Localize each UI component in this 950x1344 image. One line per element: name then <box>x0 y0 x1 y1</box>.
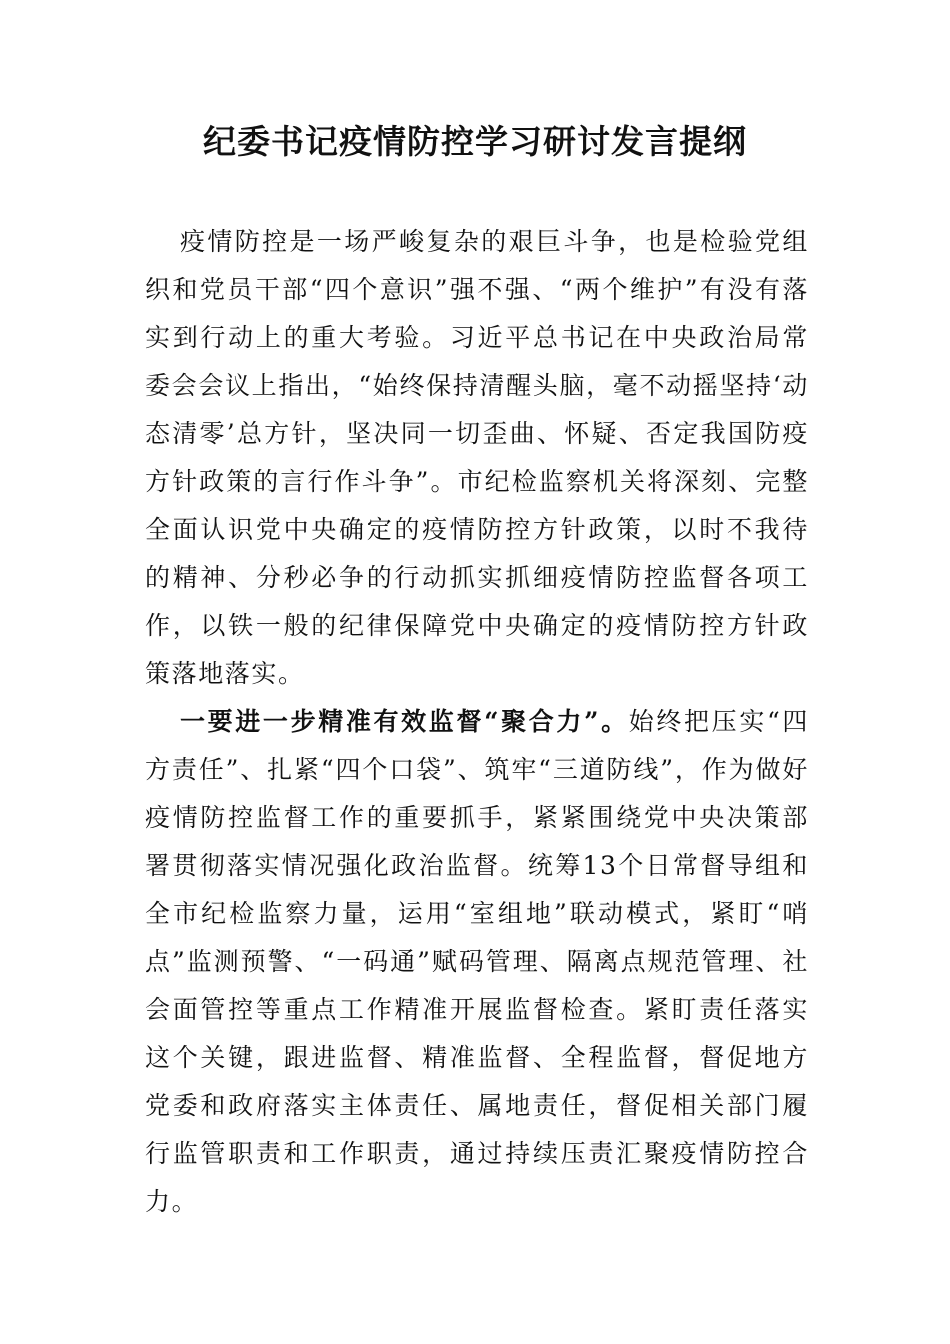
paragraph-point-one <box>145 698 809 1226</box>
document-body <box>145 218 809 1226</box>
document-title: 纪委书记疫情防控学习研讨发言提纲 <box>203 122 747 161</box>
paragraph-intro <box>145 218 809 698</box>
paragraph-point-one-heading: 一要进一步精准有效监督“聚合力”。 <box>180 707 629 736</box>
paragraph-point-one-text: 始终把压实“四方责任”、扎紧“四个口袋”、筑牢“三道防线”，作为做好疫情防控监督工作的重要抓手，紧紧围绕党中央决策部署贯彻落实情况强化政治监督。统筹13个日常督导组和全市纪检监察力量，运用“室组地”联动模式，紧盯“哨点”监测预警、“一码通”赋码管理、隔离点规范管理、社会面管控等重点工作精准开展监督检查。紧盯责任落实这个关键，跟进监督、精准监督、全程监督，督促地方党委和政府落实主体责任、属地责任，督促相关部门履行监管职责和工作职责，通过持续压责汇聚疫情防控合力。 <box>145 707 810 1216</box>
paragraph-intro-text: 疫情防控是一场严峻复杂的艰巨斗争，也是检验党组织和党员干部“四个意识”强不强、“两个维护”有没有落实到行动上的重大考验。习近平总书记在中央政治局常委会会议上指出，“始终保持清醒头脑，毫不动摇坚持‘动态清零’总方针，坚决同一切歪曲、怀疑、否定我国防疫方针政策的言行作斗争”。市纪检监察机关将深刻、完整全面认识党中央确定的疫情防控方针政策，以时不我待的精神、分秒必争的行动抓实抓细疫情防控监督各项工作，以铁一般的纪律保障党中央确定的疫情防控方针政策落地落实。 <box>145 227 809 688</box>
